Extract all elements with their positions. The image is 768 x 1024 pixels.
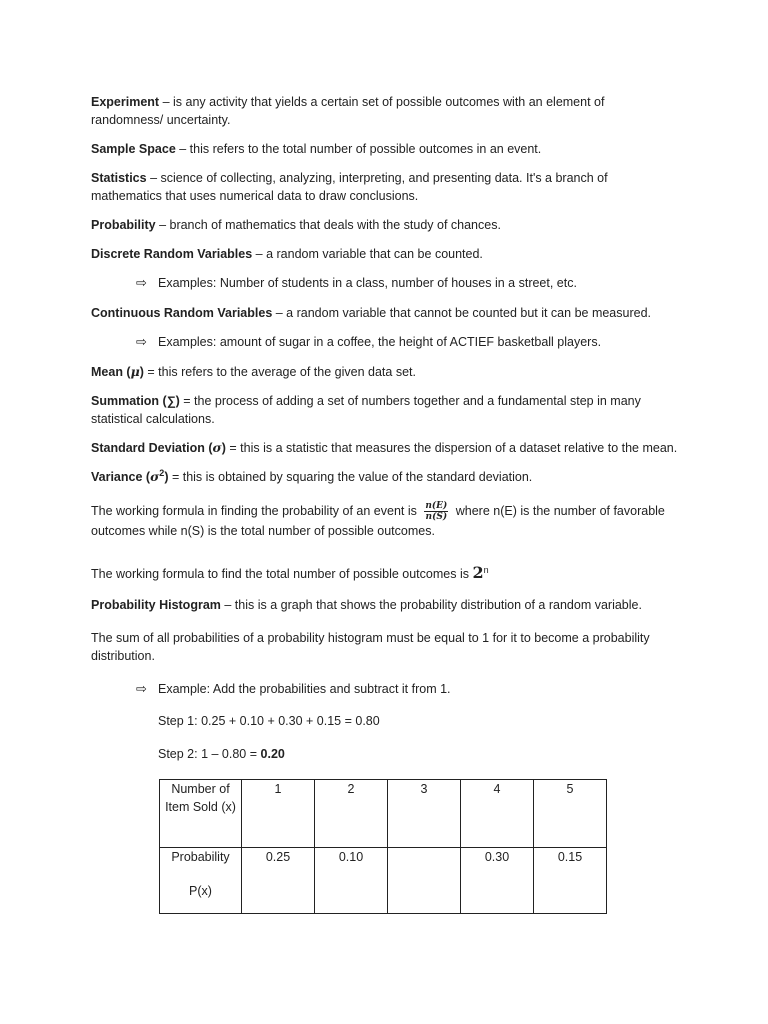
term: Statistics	[91, 171, 147, 185]
fraction-numerator: n(E)	[425, 501, 448, 511]
definition-variance	[91, 468, 679, 486]
table-row	[160, 780, 607, 848]
example-text: Example: Add the probabilities and subtract it from 1.	[158, 682, 451, 696]
row-header-line2: P(x)	[189, 884, 212, 898]
sigma-symbol: σ	[212, 440, 222, 455]
table-cell: 5	[534, 780, 607, 848]
arrow-right-icon: ⇨	[136, 681, 147, 696]
table-cell: 3	[388, 780, 461, 848]
table-cell: 0.30	[461, 848, 534, 914]
definition-summation	[91, 392, 679, 428]
step-2-text: Step 2: 1 – 0.80 =	[158, 747, 261, 761]
definition-text: = this refers to the average of the given data set.	[143, 365, 416, 379]
table-cell: 2	[315, 780, 388, 848]
superscript: 2	[159, 467, 165, 478]
definition-text: – a random variable that cannot be counted but it can be measured.	[272, 306, 651, 320]
definition-text: = this is obtained by squaring the value of the standard deviation.	[168, 470, 533, 484]
term-close: )	[175, 394, 180, 408]
formula-base: 2	[472, 563, 484, 582]
example-text: Examples: amount of sugar in a coffee, the height of ACTIEF basketball players.	[158, 335, 602, 349]
term: Mean (	[91, 365, 131, 379]
definition-text: – is any activity that yields a certain set of possible outcomes with an element of randomness/ uncertainty.	[91, 95, 605, 127]
formula-probability-paragraph	[91, 501, 679, 540]
term: Sample Space	[91, 142, 176, 156]
table-cell: 0.10	[315, 848, 388, 914]
row-header-number-sold	[160, 780, 242, 848]
definition-std-dev	[91, 439, 679, 457]
step-2-result: 0.20	[260, 747, 285, 761]
definition-probability	[91, 216, 679, 234]
definition-text: – a random variable that can be counted.	[252, 247, 483, 261]
formula-text-after: where n(E) is the number of favorable outcomes while n(S) is the total number of possible outcomes.	[91, 503, 665, 538]
term: Probability	[91, 218, 156, 232]
arrow-right-icon: ⇨	[136, 334, 147, 349]
term: Variance (	[91, 470, 151, 484]
table-row	[160, 848, 607, 914]
probability-distribution-table	[159, 779, 607, 914]
step-2	[158, 745, 285, 763]
sigma-symbol: σ	[150, 469, 160, 484]
definition-sample-space	[91, 140, 679, 158]
term: Continuous Random Variables	[91, 306, 273, 320]
definition-text: – this is a graph that shows the probability distribution of a random variable.	[220, 598, 642, 612]
row-header-text: Number of Item Sold (x)	[165, 782, 236, 814]
term: Experiment	[91, 95, 160, 109]
example-intro	[136, 680, 676, 698]
term-close: )	[139, 365, 144, 379]
term: Summation (	[91, 394, 167, 408]
table-cell: 4	[461, 780, 534, 848]
step-1: Step 1: 0.25 + 0.10 + 0.30 + 0.15 = 0.80	[158, 714, 380, 728]
definition-experiment	[91, 93, 679, 129]
formula-exponent: n	[483, 564, 489, 575]
arrow-right-icon: ⇨	[136, 275, 147, 290]
table-cell: 0.15	[534, 848, 607, 914]
definition-histogram	[91, 596, 679, 614]
fraction-denominator: n(S)	[425, 512, 448, 522]
definition-text: = the process of adding a set of numbers together and a fundamental step in many statistical calculations.	[91, 394, 641, 426]
term-close: )	[164, 470, 169, 484]
definition-discrete	[91, 245, 679, 263]
definition-text: – science of collecting, analyzing, interpreting, and presenting data. It's a branch of mathematics that uses numerical data to draw conclusions.	[91, 171, 608, 203]
row-header-line1: Probability	[171, 850, 230, 864]
continuous-example	[136, 333, 676, 351]
formula-text-before: The working formula to find the total number of possible outcomes is	[91, 567, 473, 581]
definition-text: – branch of mathematics that deals with the study of chances.	[155, 218, 501, 232]
term: Discrete Random Variables	[91, 247, 253, 261]
sigma-sum-symbol: ∑	[166, 394, 176, 408]
definition-text: – this refers to the total number of possible outcomes in an event.	[175, 142, 542, 156]
fraction	[424, 501, 448, 522]
term: Probability Histogram	[91, 598, 221, 612]
formula-outcomes-paragraph	[91, 564, 679, 583]
term: Standard Deviation (	[91, 441, 213, 455]
table-cell	[388, 848, 461, 914]
table-cell: 0.25	[242, 848, 315, 914]
formula-text-before: The working formula in finding the probability of an event is	[91, 503, 421, 518]
discrete-example	[136, 274, 676, 292]
example-text: Examples: Number of students in a class, number of houses in a street, etc.	[158, 276, 577, 290]
term-close: )	[221, 441, 226, 455]
definition-mean	[91, 363, 679, 381]
definition-continuous	[91, 304, 679, 322]
table-cell: 1	[242, 780, 315, 848]
row-header-probability	[160, 848, 242, 914]
sum-rule-paragraph: The sum of all probabilities of a probability histogram must be equal to 1 for it to become a probability distribution.	[91, 631, 650, 663]
definition-text: = this is a statistic that measures the dispersion of a dataset relative to the mean.	[225, 441, 678, 455]
mu-symbol: μ	[130, 364, 140, 379]
definition-statistics	[91, 169, 679, 205]
